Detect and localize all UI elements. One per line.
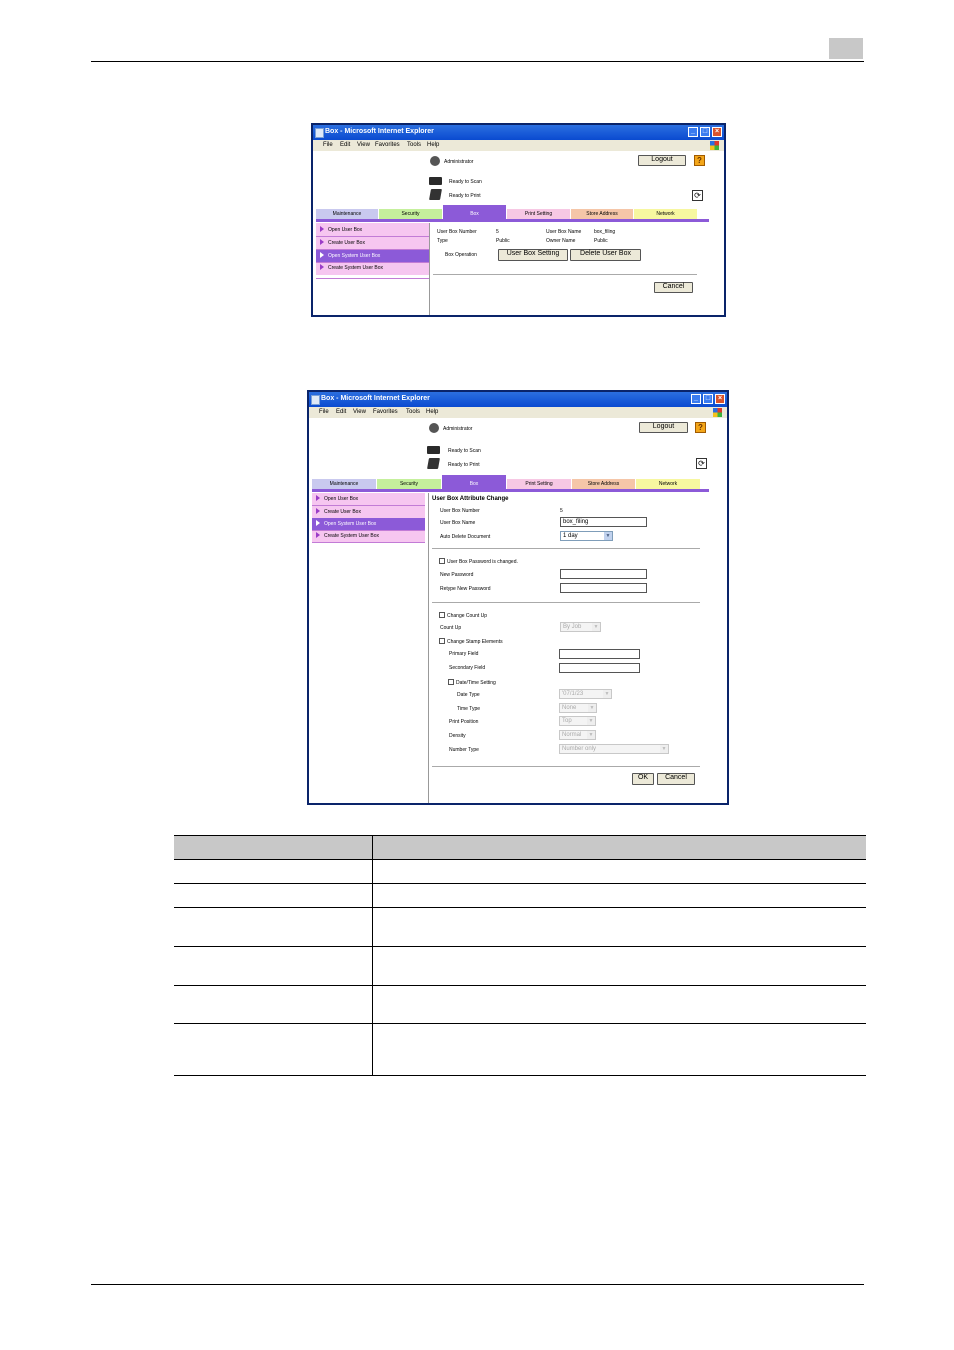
tab-maintenance[interactable]: Maintenance (312, 479, 376, 489)
box-name-label: User Box Name (440, 520, 476, 526)
user-box-setting-button[interactable]: User Box Setting (498, 249, 568, 261)
new-password-label: New Password (440, 572, 474, 578)
change-count-up-label: Change Count Up (447, 613, 488, 619)
footer-rule (91, 1284, 864, 1285)
refresh-icon[interactable]: ⟳ (692, 190, 703, 201)
tab-network[interactable]: Network (636, 479, 700, 489)
box-operation-label: Box Operation (445, 252, 477, 258)
title-bar (313, 125, 724, 140)
tab-underline (312, 489, 709, 492)
minimize-button[interactable]: _ (688, 127, 698, 137)
number-type-select[interactable]: Number only ▼ (559, 744, 669, 754)
tab-security[interactable]: Security (377, 479, 441, 489)
menu-tools[interactable]: Tools (406, 409, 421, 415)
menu-edit[interactable]: Edit (336, 409, 347, 415)
maximize-button[interactable]: □ (700, 127, 710, 137)
print-position-label: Print Position (449, 719, 479, 725)
status-print: Ready to Print (448, 462, 480, 468)
datetime-label: Date/Time Setting (456, 680, 496, 686)
box-number-label: User Box Number (440, 508, 480, 514)
scanner-icon (427, 446, 440, 454)
tab-underline (316, 219, 709, 222)
window-title: Box - Microsoft Internet Explorer (321, 395, 430, 402)
menu-bar (309, 407, 727, 418)
printer-icon (427, 458, 440, 469)
tab-print-setting[interactable]: Print Setting (507, 209, 570, 219)
table-row (174, 884, 866, 908)
window-title: Box - Microsoft Internet Explorer (325, 128, 434, 135)
change-stamp-checkbox[interactable] (439, 638, 445, 644)
page-number-box (829, 38, 863, 59)
password-changed-checkbox[interactable] (439, 558, 445, 564)
table-row (174, 947, 866, 986)
logout-button[interactable]: Logout (639, 422, 688, 433)
box-name-input[interactable]: box_filing (560, 517, 647, 527)
menu-edit[interactable]: Edit (340, 142, 351, 148)
table-row (174, 908, 866, 947)
header-rule (91, 61, 864, 62)
box-number-value: 5 (560, 508, 563, 514)
minimize-button[interactable]: _ (691, 394, 701, 404)
time-type-select[interactable]: None ▼ (559, 703, 597, 713)
auto-delete-label: Auto Delete Document (440, 534, 491, 540)
form-heading: User Box Attribute Change (432, 496, 509, 502)
tab-store-address[interactable]: Store Address (571, 209, 633, 219)
retype-password-label: Retype New Password (440, 586, 491, 592)
tab-network[interactable]: Network (634, 209, 697, 219)
nav-create-user-box[interactable]: Create User Box (316, 237, 429, 249)
scanner-icon (429, 177, 442, 185)
box-number-value: 5 (496, 229, 499, 235)
close-button[interactable]: × (712, 127, 722, 137)
menu-help[interactable]: Help (427, 142, 440, 148)
nav-create-user-box[interactable]: Create User Box (312, 506, 425, 518)
box-name-label: User Box Name (546, 229, 582, 235)
box-name-value: box_filing (594, 229, 616, 235)
description-table (174, 835, 866, 1076)
tab-box[interactable]: Box (442, 475, 506, 489)
help-icon[interactable]: ? (695, 422, 706, 433)
nav-create-system-user-box[interactable]: Create System User Box (316, 262, 429, 274)
title-bar (309, 392, 727, 407)
tab-security[interactable]: Security (379, 209, 442, 219)
density-select[interactable]: Normal ▼ (559, 730, 596, 740)
menu-file[interactable]: File (323, 142, 333, 148)
time-type-label: Time Type (457, 706, 481, 712)
count-up-select[interactable]: By Job ▼ (560, 622, 601, 632)
user-name: Administrator (444, 159, 474, 165)
table-header-row (174, 836, 866, 860)
menu-bar (313, 140, 724, 151)
datetime-checkbox[interactable] (448, 679, 454, 685)
ok-button[interactable]: OK (632, 773, 654, 785)
change-stamp-label: Change Stamp Elements (447, 639, 503, 645)
nav-create-system-user-box[interactable]: Create System User Box (312, 530, 425, 542)
retype-password-input[interactable] (560, 583, 647, 593)
new-password-input[interactable] (560, 569, 647, 579)
change-count-up-checkbox[interactable] (439, 612, 445, 618)
menu-tools[interactable]: Tools (407, 142, 422, 148)
primary-field-label: Primary Field (449, 651, 479, 657)
table-row (174, 1024, 866, 1076)
menu-view[interactable]: View (353, 409, 366, 415)
number-type-label: Number Type (449, 747, 479, 753)
menu-view[interactable]: View (357, 142, 370, 148)
nav-open-user-box[interactable]: Open User Box (312, 493, 425, 505)
refresh-icon[interactable]: ⟳ (696, 458, 707, 469)
primary-field-input[interactable] (559, 649, 640, 659)
status-scan: Ready to Scan (448, 448, 481, 454)
ie-page-icon (315, 128, 324, 138)
menu-help[interactable]: Help (426, 409, 439, 415)
nav-open-system-user-box[interactable]: Open System User Box (316, 250, 429, 262)
count-up-label: Count Up (440, 625, 462, 631)
tab-box[interactable]: Box (443, 205, 506, 219)
windows-logo-icon (713, 408, 722, 417)
density-label: Density (449, 733, 466, 739)
secondary-field-input[interactable] (559, 663, 640, 673)
tab-store-address[interactable]: Store Address (572, 479, 635, 489)
browser-window-box-operation (311, 123, 726, 317)
date-type-label: Date Type (457, 692, 480, 698)
status-print: Ready to Print (449, 193, 481, 199)
table-row (174, 860, 866, 884)
status-scan: Ready to Scan (449, 179, 482, 185)
box-number-label: User Box Number (437, 229, 477, 235)
tab-print-setting[interactable]: Print Setting (507, 479, 571, 489)
cancel-button[interactable]: Cancel (657, 773, 695, 785)
browser-window-attribute-change (307, 390, 729, 805)
user-admin-icon (430, 156, 440, 166)
nav-open-system-user-box[interactable]: Open System User Box (312, 518, 425, 530)
windows-logo-icon (710, 141, 719, 150)
user-name: Administrator (443, 426, 473, 432)
menu-file[interactable]: File (319, 409, 329, 415)
menu-favorites[interactable]: Favorites (373, 409, 398, 415)
password-changed-label: User Box Password is changed. (447, 559, 518, 565)
auto-delete-select[interactable]: 1 day ▼ (560, 531, 613, 541)
cancel-button[interactable]: Cancel (654, 282, 693, 293)
type-value: Public (496, 238, 510, 244)
menu-favorites[interactable]: Favorites (375, 142, 400, 148)
logout-button[interactable]: Logout (638, 155, 686, 166)
user-admin-icon (429, 423, 439, 433)
owner-value: Public (594, 238, 608, 244)
secondary-field-label: Secondary Field (449, 665, 486, 671)
close-button[interactable]: × (715, 394, 725, 404)
nav-open-user-box[interactable]: Open User Box (316, 224, 429, 236)
type-label: Type (437, 238, 448, 244)
table-row (174, 986, 866, 1024)
owner-label: Owner Name (546, 238, 576, 244)
print-position-select[interactable]: Top ▼ (559, 716, 596, 726)
ie-page-icon (311, 395, 320, 405)
printer-icon (429, 189, 442, 200)
tab-maintenance[interactable]: Maintenance (316, 209, 378, 219)
delete-user-box-button[interactable]: Delete User Box (570, 249, 641, 261)
help-icon[interactable]: ? (694, 155, 705, 166)
maximize-button[interactable]: □ (703, 394, 713, 404)
date-type-select[interactable]: '07/1/23 ▼ (559, 689, 612, 699)
